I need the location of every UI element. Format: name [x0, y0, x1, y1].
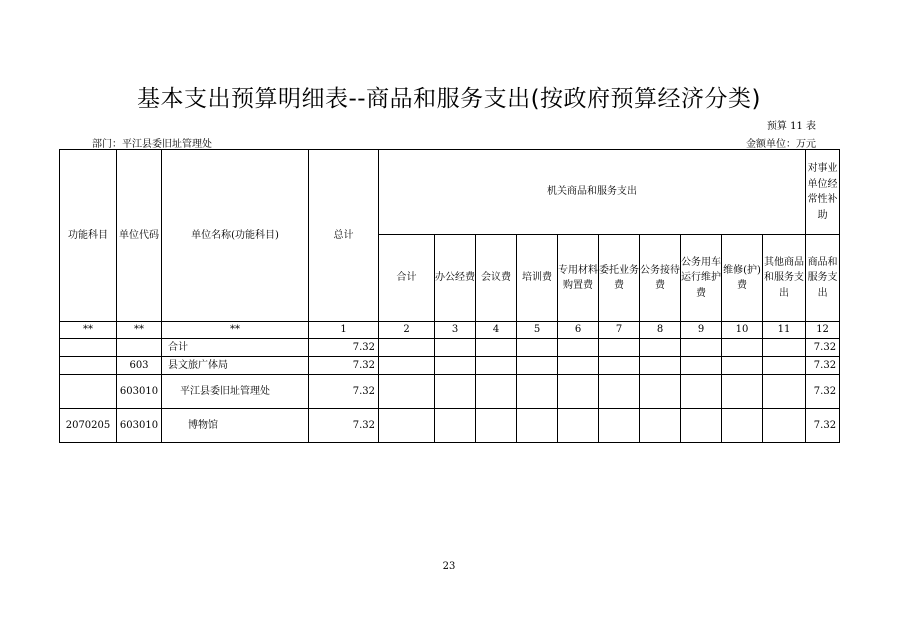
- header-c-other: 其他商品和服务支出: [763, 235, 806, 322]
- table-row: [60, 375, 840, 409]
- func-code-cell: [60, 375, 117, 409]
- header-c-training: 培训费: [517, 235, 558, 322]
- unit-code-cell: 603: [117, 357, 162, 375]
- unit-code-cell: 603010: [117, 409, 162, 443]
- header-c-meeting: 会议费: [476, 235, 517, 322]
- index-cell: **: [162, 322, 309, 339]
- func-code-cell: [60, 339, 117, 357]
- total-cell: 7.32: [309, 357, 379, 375]
- index-cell: 5: [517, 322, 558, 339]
- index-cell: 8: [640, 322, 681, 339]
- unit-name-cell: 博物馆: [162, 409, 309, 443]
- index-cell: 2: [379, 322, 435, 339]
- index-cell: 4: [476, 322, 517, 339]
- header-c-sub-goods: 商品和服务支出: [806, 235, 840, 322]
- index-cell: 9: [681, 322, 722, 339]
- header-subsidy: 对事业单位经常性补助: [806, 150, 840, 235]
- table-row: [60, 339, 840, 357]
- subsidy-cell: 7.32: [806, 409, 840, 443]
- subsidy-cell: 7.32: [806, 339, 840, 357]
- table-row: [60, 357, 840, 375]
- header-unit-code: 单位代码: [117, 150, 162, 322]
- func-code-cell: [60, 357, 117, 375]
- unit-name-cell: 合计: [162, 339, 309, 357]
- header-c-office: 办公经费: [435, 235, 476, 322]
- unit-name-cell: 平江县委旧址管理处: [162, 375, 309, 409]
- index-cell: 10: [722, 322, 763, 339]
- page-title: 基本支出预算明细表--商品和服务支出(按政府预算经济分类): [136, 86, 762, 112]
- subsidy-cell: 7.32: [806, 357, 840, 375]
- budget-table: [59, 149, 840, 443]
- header-c-repair: 维修(护)费: [722, 235, 763, 322]
- unit-code-cell: [117, 339, 162, 357]
- index-cell: 12: [806, 322, 840, 339]
- header-c-vehicle: 公务用车运行维护费: [681, 235, 722, 322]
- header-row-1: [60, 150, 840, 235]
- header-c-sum: 合计: [379, 235, 435, 322]
- subsidy-cell: 7.32: [806, 375, 840, 409]
- unit-name-cell: 县文旅广体局: [162, 357, 309, 375]
- page-number: 23: [442, 561, 456, 572]
- index-cell: **: [117, 322, 162, 339]
- header-func-code: 功能科目: [60, 150, 117, 322]
- unit-label: 金额单位：万元: [746, 139, 816, 150]
- unit-code-cell: 603010: [117, 375, 162, 409]
- department-label: 部门：平江县委旧址管理处: [92, 139, 212, 150]
- header-c-entrust: 委托业务费: [599, 235, 640, 322]
- index-cell: 11: [763, 322, 806, 339]
- total-cell: 7.32: [309, 339, 379, 357]
- index-cell: 7: [599, 322, 640, 339]
- table-tag: 预算 11 表: [766, 121, 816, 132]
- index-cell: 3: [435, 322, 476, 339]
- header-unit-name: 单位名称(功能科目): [162, 150, 309, 322]
- index-cell: 6: [558, 322, 599, 339]
- func-code-cell: 2070205: [60, 409, 117, 443]
- header-total: 总计: [309, 150, 379, 322]
- total-cell: 7.32: [309, 375, 379, 409]
- header-c-reception: 公务接待费: [640, 235, 681, 322]
- index-cell: **: [60, 322, 117, 339]
- total-cell: 7.32: [309, 409, 379, 443]
- header-group-org: 机关商品和服务支出: [379, 150, 806, 235]
- index-row: [60, 322, 840, 339]
- header-c-material: 专用材料购置费: [558, 235, 599, 322]
- table-row: [60, 409, 840, 443]
- index-cell: 1: [309, 322, 379, 339]
